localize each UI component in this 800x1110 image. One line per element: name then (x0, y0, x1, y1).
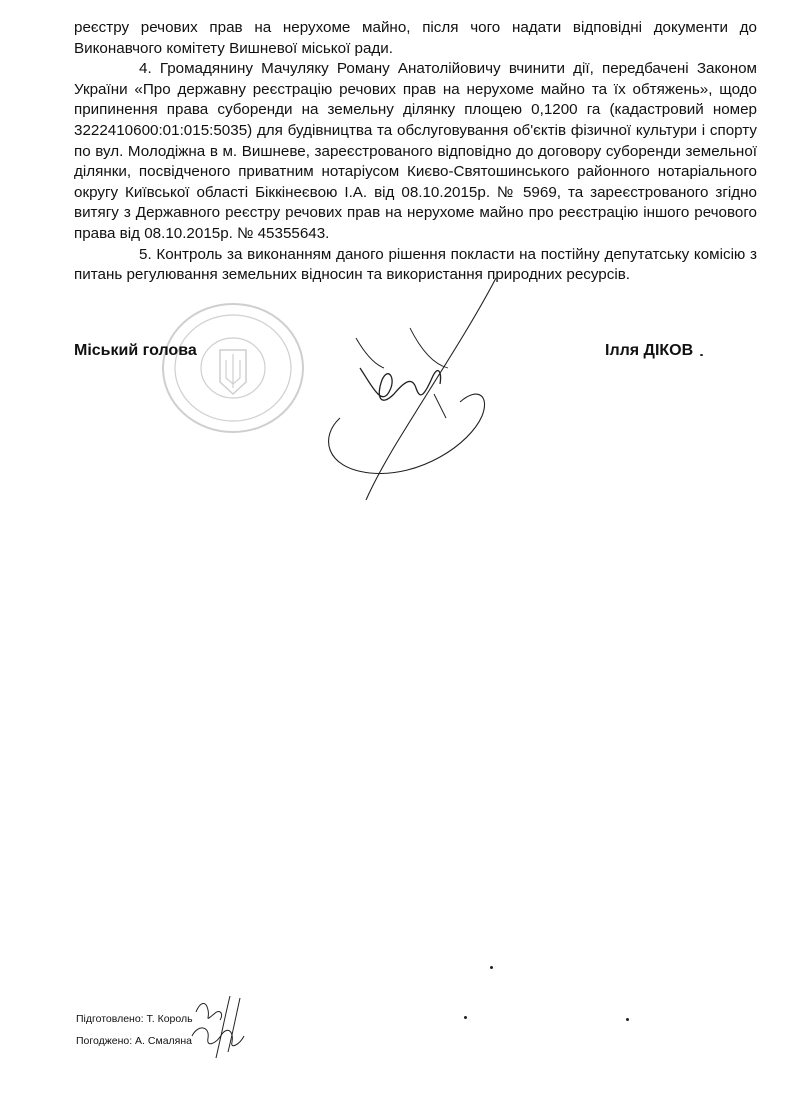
document-body (74, 18, 757, 286)
scan-speck (464, 1016, 467, 1019)
official-seal-icon (158, 298, 308, 438)
paragraph-continuation: реєстру речових прав на нерухоме майно, після чого надати відповідні документи до Виконавчого комітету Вишневої міської ради. (74, 19, 757, 57)
scan-speck (490, 966, 493, 969)
handwritten-signature-icon (300, 268, 550, 518)
prepared-by-label: Підготовлено: Т. Король (76, 1013, 193, 1025)
agreed-by-label: Погоджено: А. Смаляна (76, 1035, 192, 1047)
signatory-title: Міський голова (74, 342, 197, 359)
scan-speck (626, 1018, 629, 1021)
handwritten-initials-icon (186, 992, 266, 1062)
scan-speck (700, 354, 703, 356)
paragraph-item-5: 5. Контроль за виконанням даного рішення покласти на постійну депутатську комісію з питань регулювання земельних відносин та використання природних ресурсів. (74, 245, 757, 284)
signatory-name: Ілля ДІКОВ (605, 342, 694, 359)
paragraph-item-4: 4. Громадянину Мачуляку Роману Анатолійовичу вчинити дії, передбачені Законом України «Про державну реєстрацію речових прав на нерухоме майно та їх обтяжень», щодо припинення права суборенди на земельну ділянку площею 0,1200 га (кадастровий номер 3222410600:01:015:5035) для будівництва та обслуговування об'єктів фізичної культури і спорту по вул. Молодіжна в м. Вишневе, зареєстрованого відповідно до договору суборенди земельної ділянки, посвідченого приватним нотаріусом Києво-Святошинського районного нотаріального округу Київської області Біккінеєвою І.А. від 08.10.2015р. № 5969, та зареєстрованого згідно витягу з Державного реєстру речових прав на нерухоме майно про реєстрацію іншого речового права від 08.10.2015р. № 45355643. (74, 60, 757, 242)
